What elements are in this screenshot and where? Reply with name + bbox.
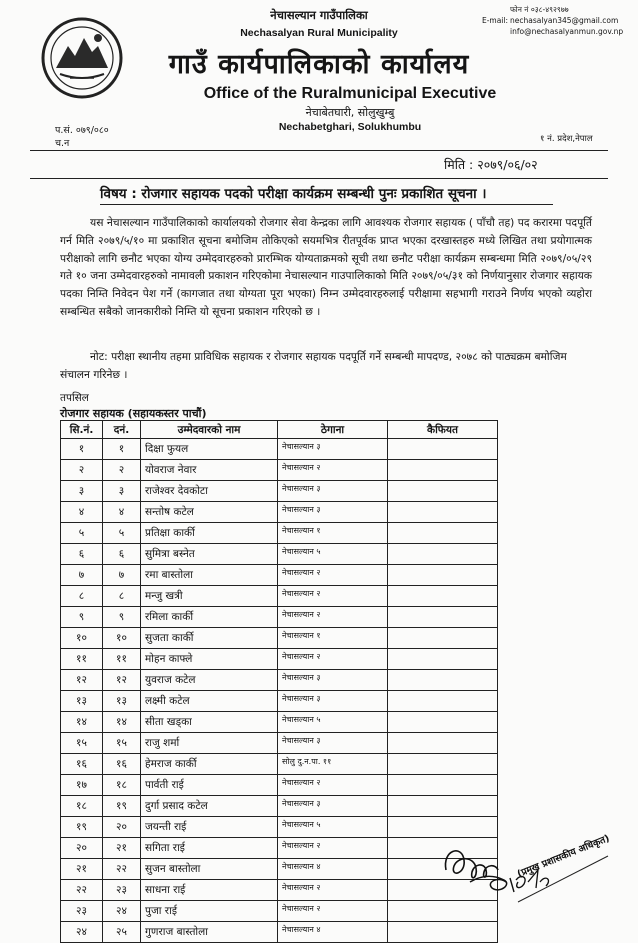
cell-remarks <box>388 523 498 544</box>
contact-block <box>478 4 638 37</box>
cell-serial: २२ <box>61 880 103 901</box>
cell-name: गुणराज बास्तोला <box>141 922 278 943</box>
cell-app-no: ५ <box>103 523 141 544</box>
cell-app-no: २३ <box>103 880 141 901</box>
cell-name: सीता खड्का <box>141 712 278 733</box>
cell-remarks <box>388 502 498 523</box>
cell-name: मोहन काफ्ले <box>141 649 278 670</box>
cell-name: पुजा राई <box>141 901 278 922</box>
province-label: १ नं. प्रदेश,नेपाल <box>540 134 593 144</box>
cell-app-no: १८ <box>103 775 141 796</box>
cell-name: सन्तोष कटेल <box>141 502 278 523</box>
cell-app-no: २ <box>103 460 141 481</box>
cell-name: पार्वती राई <box>141 775 278 796</box>
table-row <box>61 439 498 460</box>
cell-serial: ४ <box>61 502 103 523</box>
cell-app-no: १२ <box>103 670 141 691</box>
table-row <box>61 502 498 523</box>
cell-serial: ३ <box>61 481 103 502</box>
cell-address: नेचासल्यान २ <box>278 607 388 628</box>
table-row <box>61 544 498 565</box>
header-app-no: दनं. <box>103 421 141 439</box>
cell-app-no: २४ <box>103 901 141 922</box>
table-row <box>61 712 498 733</box>
cell-app-no: ८ <box>103 586 141 607</box>
cell-name: राजेश्वर देवकोटा <box>141 481 278 502</box>
cell-app-no: २० <box>103 817 141 838</box>
cell-address: नेचासल्यान ३ <box>278 796 388 817</box>
cell-remarks <box>388 565 498 586</box>
cell-address: नेचासल्यान ५ <box>278 712 388 733</box>
cell-remarks <box>388 691 498 712</box>
cell-address: नेचासल्यान २ <box>278 775 388 796</box>
table-row <box>61 649 498 670</box>
place-nepali: नेचाबेतघारी, सोलुखुम्बु <box>305 106 395 119</box>
cell-name: दिक्षा फुयल <box>141 439 278 460</box>
cell-app-no: १० <box>103 628 141 649</box>
cell-app-no: १५ <box>103 733 141 754</box>
cell-remarks <box>388 460 498 481</box>
cell-serial: १० <box>61 628 103 649</box>
cell-address: नेचासल्यान १ <box>278 523 388 544</box>
cell-remarks <box>388 439 498 460</box>
cell-address: नेचासल्यान ३ <box>278 502 388 523</box>
table-row <box>61 796 498 817</box>
table-row <box>61 733 498 754</box>
cell-name: मन्जु खत्री <box>141 586 278 607</box>
header-name: उम्मेदवारको नाम <box>141 421 278 439</box>
table-row <box>61 922 498 943</box>
subject-underline <box>100 204 553 205</box>
email-1[interactable]: nechasalyan345@gmail.com <box>510 16 619 25</box>
cell-serial: १२ <box>61 670 103 691</box>
cell-address: नेचासल्यान ३ <box>278 439 388 460</box>
reference-numbers <box>55 124 109 150</box>
cell-app-no: १६ <box>103 754 141 775</box>
table-caption: रोजगार सहायक (सहायकस्तर पाचौं) <box>60 407 207 420</box>
cell-address: नेचासल्यान २ <box>278 901 388 922</box>
cell-serial: ७ <box>61 565 103 586</box>
cell-remarks <box>388 481 498 502</box>
header-remarks: कैफियत <box>388 421 498 439</box>
notice-body: यस नेचासल्यान गाउँपालिकाको कार्यालयको रोजगार सेवा केन्द्रका लागि आवश्यक रोजगार सहायक ( पाँचौ तह) पद करारमा पदपूर्ति गर्न मिति २०७९/५/१० मा प्रकाशित सूचना बमोजिम तोकिएको सयमभित्र रीतपूर्वक प्राप्त भएका दरखास्तहरु मध्ये लिखित तथा प्रयोगात्मक परीक्षाको लागि छनौट भएका योग्य उम्मेदवारहरुको प्रारम्भिक योग्यताक्रमको सूची तथा छनौट परीक्षा कार्यक्रम सम्बन्धमा मिति २०७९/०५/२९ गते १० जना उम्मेदवारहरुको नामावली प्रकाशन गरिएकोमा नेचासल्यान गाउपालिकाको मिति २०७९/०५/३१ को निर्णयानुसार रोजगार सहायक पदका निम्ति निवेदन पेश गर्ने (कागजात तथा योग्यता पूरा भएका) निम्न उम्मेदवारहरुलाई परीक्षामा सहभागी गराउने निर्णय भएको व्यहोरा सम्बन्धित सबैको जानकारीको निम्ति यो सूचना प्रकाशन गरिएको छ । <box>60 216 592 318</box>
municipality-name-nepali: नेचासल्यान गाउँपालिका <box>270 8 368 22</box>
table-row <box>61 859 498 880</box>
cell-address: नेचासल्यान २ <box>278 460 388 481</box>
cell-address: नेचासल्यान १ <box>278 628 388 649</box>
cell-address: नेचासल्यान ३ <box>278 670 388 691</box>
table-row <box>61 754 498 775</box>
cell-name: सगिता राई <box>141 838 278 859</box>
header-address: ठेगाना <box>278 421 388 439</box>
cell-address: नेचासल्यान २ <box>278 565 388 586</box>
office-title-english: Office of the Ruralmunicipal Executive <box>203 85 497 102</box>
cell-remarks <box>388 922 498 943</box>
cell-name: राजु शर्मा <box>141 733 278 754</box>
cell-app-no: १३ <box>103 691 141 712</box>
cell-remarks <box>388 544 498 565</box>
cell-serial: ८ <box>61 586 103 607</box>
phone-line: फोन नं ०३८-४९२९७७ <box>510 5 569 14</box>
cell-serial: १४ <box>61 712 103 733</box>
cell-app-no: २५ <box>103 922 141 943</box>
cell-name: साधना राई <box>141 880 278 901</box>
cell-serial: २४ <box>61 922 103 943</box>
cell-address: नेचासल्यान २ <box>278 649 388 670</box>
cell-app-no: ४ <box>103 502 141 523</box>
cell-serial: १५ <box>61 733 103 754</box>
stamp-designation: (प्रमुख प्रशासकीय अधिकृत) <box>515 832 612 881</box>
cell-app-no: ७ <box>103 565 141 586</box>
cell-remarks <box>388 649 498 670</box>
cell-remarks <box>388 607 498 628</box>
cell-address: नेचासल्यान २ <box>278 880 388 901</box>
date-divider <box>30 178 608 179</box>
cell-name: युवराज कटेल <box>141 670 278 691</box>
cell-app-no: ३ <box>103 481 141 502</box>
cell-app-no: १४ <box>103 712 141 733</box>
table-row <box>61 880 498 901</box>
header-serial: सि.नं. <box>61 421 103 439</box>
cell-name: रमा बास्तोला <box>141 565 278 586</box>
table-row <box>61 691 498 712</box>
place-english: Nechabetghari, Solukhumbu <box>278 121 422 133</box>
cell-address: नेचासल्यान २ <box>278 586 388 607</box>
header-divider <box>30 150 608 151</box>
cell-remarks <box>388 754 498 775</box>
table-row <box>61 628 498 649</box>
cell-remarks <box>388 733 498 754</box>
cell-remarks <box>388 670 498 691</box>
cell-remarks <box>388 712 498 733</box>
cell-address: नेचासल्यान ५ <box>278 544 388 565</box>
cell-name: योवराज नेवार <box>141 460 278 481</box>
cell-address: नेचासल्यान ४ <box>278 859 388 880</box>
cell-serial: १७ <box>61 775 103 796</box>
cell-name: सुजन बास्तोला <box>141 859 278 880</box>
table-row <box>61 607 498 628</box>
cell-serial: २१ <box>61 859 103 880</box>
cell-address: नेचासल्यान ३ <box>278 691 388 712</box>
cell-serial: १३ <box>61 691 103 712</box>
table-row <box>61 670 498 691</box>
patra-sankhya: प.सं. ०७९/०८० <box>55 125 109 136</box>
cell-app-no: ११ <box>103 649 141 670</box>
table-row <box>61 775 498 796</box>
cell-address: सोलु दु.न.पा. ११ <box>278 754 388 775</box>
cell-app-no: १९ <box>103 796 141 817</box>
cell-serial: २३ <box>61 901 103 922</box>
cell-serial: १८ <box>61 796 103 817</box>
details-label: तपसिल <box>60 392 89 404</box>
notice-note: नोट: परीक्षा स्थानीय तहमा प्राविधिक सहायक र रोजगार सहायक पदपूर्ति गर्ने सम्बन्धी मापदण्ड, २०७८ को पाठ्यक्रम बमोजिम संचालन गरिनेछ । <box>60 350 567 381</box>
cell-remarks <box>388 775 498 796</box>
table-row <box>61 901 498 922</box>
cell-name: सुमित्रा बस्नेत <box>141 544 278 565</box>
cell-remarks <box>388 796 498 817</box>
cell-app-no: ९ <box>103 607 141 628</box>
cell-name: हेमराज कार्की <box>141 754 278 775</box>
document-date: मिति : २०७९/०६/०२ <box>444 157 538 172</box>
table-row <box>61 586 498 607</box>
cell-name: लक्ष्मी कटेल <box>141 691 278 712</box>
table-header-row <box>61 421 498 439</box>
cell-serial: ११ <box>61 649 103 670</box>
cell-name: दुर्गा प्रसाद कटेल <box>141 796 278 817</box>
chalani-number: च.न <box>55 138 70 149</box>
cell-serial: ९ <box>61 607 103 628</box>
cell-serial: १६ <box>61 754 103 775</box>
table-row <box>61 460 498 481</box>
subject-line: विषय : रोजगार सहायक पदको परीक्षा कार्यक्रम सम्बन्धी पुनः प्रकाशित सूचना । <box>100 186 487 202</box>
cell-app-no: १ <box>103 439 141 460</box>
table-row <box>61 523 498 544</box>
cell-address: नेचासल्यान ३ <box>278 733 388 754</box>
cell-serial: ६ <box>61 544 103 565</box>
table-row <box>61 817 498 838</box>
cell-app-no: २२ <box>103 859 141 880</box>
cell-app-no: २१ <box>103 838 141 859</box>
cell-app-no: ६ <box>103 544 141 565</box>
cell-serial: ५ <box>61 523 103 544</box>
cell-address: नेचासल्यान २ <box>278 838 388 859</box>
cell-address: नेचासल्यान ५ <box>278 817 388 838</box>
cell-name: रमिला कार्की <box>141 607 278 628</box>
cell-address: नेचासल्यान ४ <box>278 922 388 943</box>
cell-serial: २० <box>61 838 103 859</box>
office-title-nepali: गाउँ कार्यपालिकाको कार्यालय <box>168 49 470 80</box>
cell-address: नेचासल्यान ३ <box>278 481 388 502</box>
table-row <box>61 481 498 502</box>
candidate-table <box>60 420 498 943</box>
cell-serial: २ <box>61 460 103 481</box>
email-label: E-mail: <box>481 16 508 25</box>
table-row <box>61 838 498 859</box>
table-row <box>61 565 498 586</box>
cell-remarks <box>388 628 498 649</box>
email-2[interactable]: info@nechasalyanmun.gov.np <box>510 27 624 36</box>
cell-name: जयन्ती राई <box>141 817 278 838</box>
cell-name: सुजता कार्की <box>141 628 278 649</box>
municipality-name-english: Nechasalyan Rural Municipality <box>240 27 398 39</box>
cell-name: प्रतिक्षा कार्की <box>141 523 278 544</box>
cell-remarks <box>388 586 498 607</box>
cell-serial: १९ <box>61 817 103 838</box>
cell-serial: १ <box>61 439 103 460</box>
